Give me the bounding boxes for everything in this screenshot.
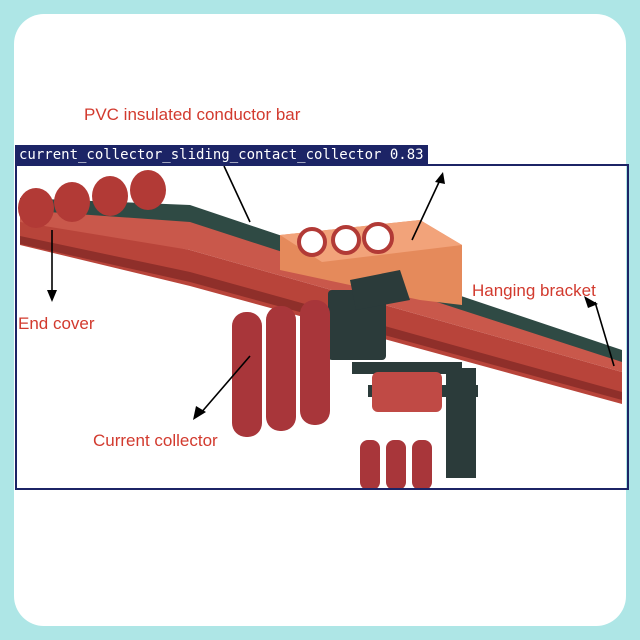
detection-bounding-box bbox=[15, 164, 629, 490]
detection-tag bbox=[15, 145, 428, 165]
label-hanging-bracket: Hanging bracket bbox=[472, 281, 596, 300]
label-current-collector: Current collector bbox=[93, 431, 218, 450]
label-conductor-bar: PVC insulated conductor bar bbox=[84, 105, 301, 124]
detection-class: current_collector_sliding_contact_collector bbox=[19, 147, 382, 163]
detection-confidence: 0.83 bbox=[389, 147, 424, 163]
label-end-cover: End cover bbox=[18, 314, 95, 333]
